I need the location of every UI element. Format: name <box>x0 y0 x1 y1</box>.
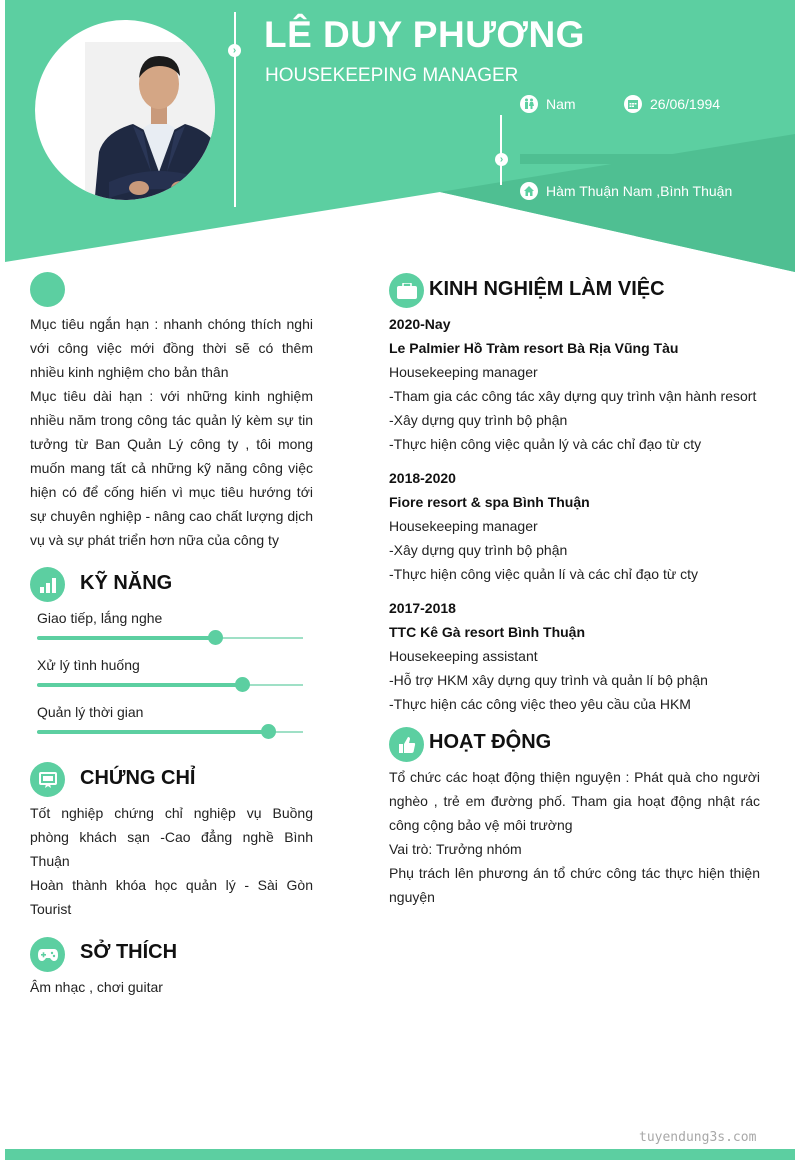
experience-company: Le Palmier Hồ Tràm resort Bà Rịa Vũng Tàu <box>389 340 679 356</box>
address-value: Hàm Thuận Nam ,Bình Thuận <box>546 183 733 199</box>
hobbies-text: Âm nhạc , chơi guitar <box>30 979 163 995</box>
address-info <box>520 182 732 200</box>
skill-bar <box>37 684 303 686</box>
candidate-job-title: HOUSEKEEPING MANAGER <box>265 65 519 86</box>
certificate-item: Tốt nghiệp chứng chỉ nghiệp vụ Buồng phòng khách sạn -Cao đẳng nghề Bình Thuận <box>30 805 313 869</box>
thumbs-up-icon <box>389 727 424 762</box>
skill-label: Giao tiếp, lắng nghe <box>37 610 163 626</box>
certificate-item: Hoàn thành khóa học quản lý - Sài Gòn Tourist <box>30 877 313 917</box>
experience-task: -Thực hiện công việc quản lý và các chỉ đạo từ cty <box>389 436 702 452</box>
experience-item <box>389 596 769 716</box>
watermark: tuyendung3s.com <box>639 1130 757 1145</box>
skills-heading: KỸ NĂNG <box>80 572 173 594</box>
certificate-icon <box>30 762 65 797</box>
experience-company: Fiore resort & spa Bình Thuận <box>389 494 590 510</box>
chevron-right-icon: › <box>228 44 241 57</box>
skill-bar-knob <box>235 677 250 692</box>
experience-heading: KINH NGHIỆM LÀM VIỆC <box>429 278 665 300</box>
experience-position: Housekeeping manager <box>389 364 538 380</box>
skill-bar-knob <box>261 724 276 739</box>
activity-item: Phụ trách lên phương án tổ chức công tác thực hiện thiện nguyện <box>389 865 760 905</box>
activities-list <box>389 765 760 909</box>
timeline-line-left <box>234 12 236 207</box>
skill-bar-fill <box>37 636 215 640</box>
dob-info <box>624 95 720 113</box>
activity-item: Tổ chức các hoạt động thiện nguyện : Phát quà cho người nghèo , trẻ em đường phố. Tham gia hoạt động nhật rác công cộng bảo vệ môi trường <box>389 769 760 833</box>
experience-period: 2018-2020 <box>389 470 456 486</box>
home-icon <box>520 182 538 200</box>
activity-item: Vai trò: Trưởng nhóm <box>389 841 522 857</box>
skill-item <box>37 656 303 686</box>
candidate-name: LÊ DUY PHƯƠNG <box>264 14 585 55</box>
experience-task: -Xây dựng quy trình bộ phận <box>389 542 568 558</box>
experience-task: -Tham gia các công tác xây dựng quy trình vận hành resort <box>389 388 757 404</box>
experience-task: -Hỗ trợ HKM xây dựng quy trình và quản lí bộ phận <box>389 672 708 688</box>
certificates-heading: CHỨNG CHỈ <box>80 767 196 789</box>
experience-task: -Thực hiện các công việc theo yêu cầu của HKM <box>389 696 691 712</box>
timeline-line-right <box>500 115 502 185</box>
chevron-right-icon: › <box>495 153 508 166</box>
activities-heading: HOẠT ĐỘNG <box>429 731 552 753</box>
skill-bar-fill <box>37 730 268 734</box>
hobbies-heading: SỞ THÍCH <box>80 941 178 963</box>
experience-period: 2017-2018 <box>389 600 456 616</box>
certificates-list <box>30 801 313 921</box>
gamepad-icon <box>30 937 65 972</box>
skill-bar-fill <box>37 683 242 687</box>
briefcase-icon <box>389 273 424 308</box>
skill-item <box>37 609 303 639</box>
profile-photo <box>85 42 215 200</box>
skill-bar-knob <box>208 630 223 645</box>
objective-target-icon <box>30 272 65 307</box>
gender-icon <box>520 95 538 113</box>
experience-position: Housekeeping assistant <box>389 648 538 664</box>
footer-bar <box>5 1149 795 1160</box>
skill-bar <box>37 731 303 733</box>
skill-label: Xử lý tình huống <box>37 657 140 673</box>
skill-bar <box>37 637 303 639</box>
experience-item <box>389 466 769 586</box>
calendar-icon <box>624 95 642 113</box>
experience-position: Housekeeping manager <box>389 518 538 534</box>
gender-info <box>520 95 576 113</box>
bar-chart-icon <box>30 567 65 602</box>
skill-item <box>37 703 303 733</box>
objective-short-term: Mục tiêu ngắn hạn : nhanh chóng thích nghi với công việc mới đồng thời sẽ có thêm nhiều kinh nghiệm cho bản thân <box>30 316 313 380</box>
gender-value: Nam <box>546 96 576 112</box>
avatar <box>35 20 215 200</box>
objective-long-term: Mục tiêu dài hạn : với những kinh nghiệm nhiều năm trong công tác quản lý kèm sự tin tưởng từ Ban Quản Lý công ty , tôi mong muốn mang tất cả những kỹ năng công việc hiện có để cống hiến vì mục tiêu hướng tới sự chuyên nghiệp - nâng cao chất lượng dịch vụ và sự phát triển hơn nữa của công ty <box>30 388 313 548</box>
skill-label: Quản lý thời gian <box>37 704 144 720</box>
experience-company: TTC Kê Gà resort Bình Thuận <box>389 624 586 640</box>
experience-task: -Thực hiện công việc quản lí và các chỉ đạo từ cty <box>389 566 699 582</box>
experience-task: -Xây dựng quy trình bộ phận <box>389 412 568 428</box>
experience-period: 2020-Nay <box>389 316 451 332</box>
experience-item <box>389 312 769 456</box>
dob-value: 26/06/1994 <box>650 96 721 112</box>
career-objective <box>30 312 313 552</box>
